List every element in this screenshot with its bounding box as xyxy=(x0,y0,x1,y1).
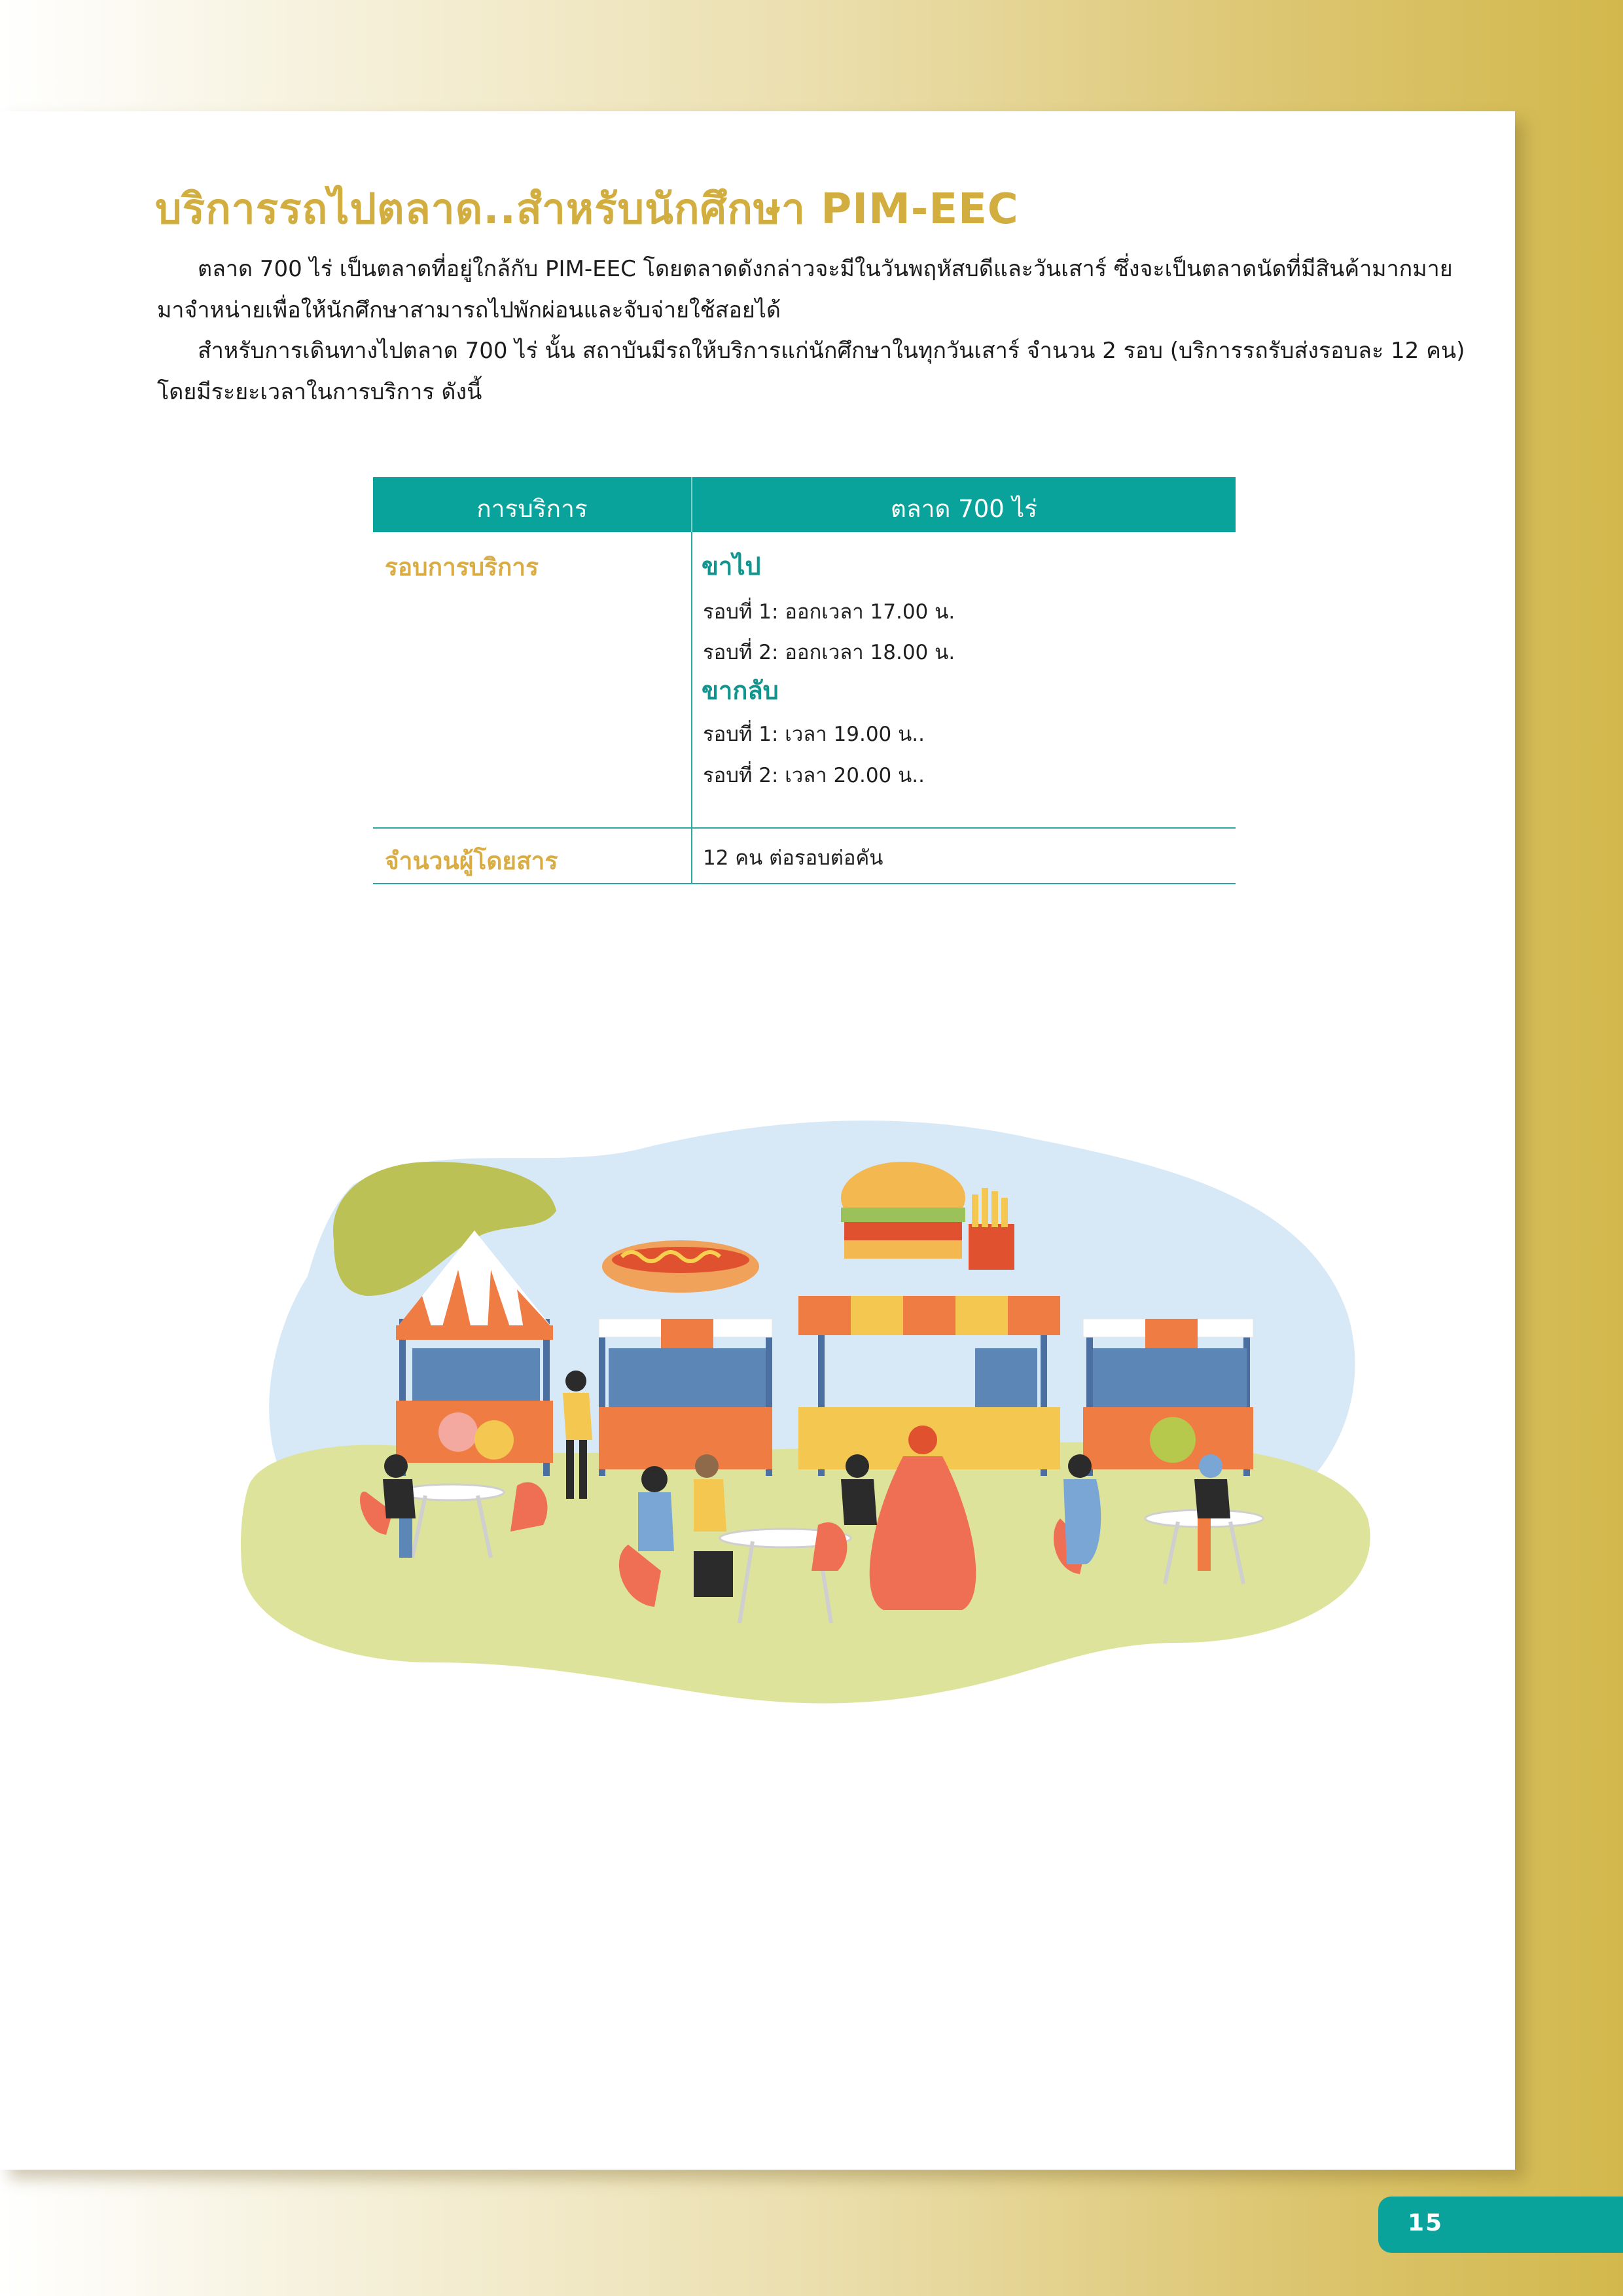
return-round-2: รอบที่ 2: เวลา 20.00 น.. xyxy=(703,764,925,787)
passenger-count: 12 คน ต่อรอบต่อคัน xyxy=(703,846,883,870)
outbound-round-2: รอบที่ 2: ออกเวลา 18.00 น. xyxy=(703,641,955,664)
table-bottom-border xyxy=(373,883,1236,884)
intro-paragraph: ตลาด 700 ไร่ เป็นตลาดที่อยู่ใกล้กับ PIM-EEC โดยตลาดดังกล่าวจะมีในวันพฤหัสบดีและวันเสาร์ ซึ่งจะเป็นตลาดนัดที่มีสินค้ามากมายมาจำหน่ายเพื่อให้นักศึกษาสามารถไปพักผ่อนและจับจ่ายใช้สอยได้ xyxy=(157,256,1453,323)
column-divider xyxy=(691,532,692,884)
header-divider xyxy=(691,477,692,532)
row-divider xyxy=(373,827,1236,829)
row-label-rounds: รอบการบริการ xyxy=(385,553,539,581)
table-header-service: การบริการ xyxy=(476,495,588,523)
row-label-passengers: จำนวนผู้โดยสาร xyxy=(385,847,558,875)
return-round-1: รอบที่ 1: เวลา 19.00 น.. xyxy=(703,723,925,746)
outbound-heading: ขาไป xyxy=(702,552,761,581)
table-header-market: ตลาด 700 ไร่ xyxy=(890,495,1038,523)
schedule-table xyxy=(373,477,1236,884)
page-title: บริการรถไปตลาด..สำหรับนักศึกษา PIM-EEC xyxy=(155,185,1019,234)
outbound-round-1: รอบที่ 1: ออกเวลา 17.00 น. xyxy=(703,600,955,624)
service-paragraph: สำหรับการเดินทางไปตลาด 700 ไร่ นั้น สถาบันมีรถให้บริการแก่นักศึกษาในทุกวันเสาร์ จำนวน 2 รอบ (บริการรถรับส่งรอบละ 12 คน) โดยมีระยะเวลาในการบริการ ดังนี้ xyxy=(157,338,1465,405)
page-number-badge xyxy=(1378,2197,1623,2253)
page-number: 15 xyxy=(1408,2210,1444,2236)
food-market-illustration xyxy=(236,1100,1374,1715)
return-heading: ขากลับ xyxy=(702,676,779,705)
